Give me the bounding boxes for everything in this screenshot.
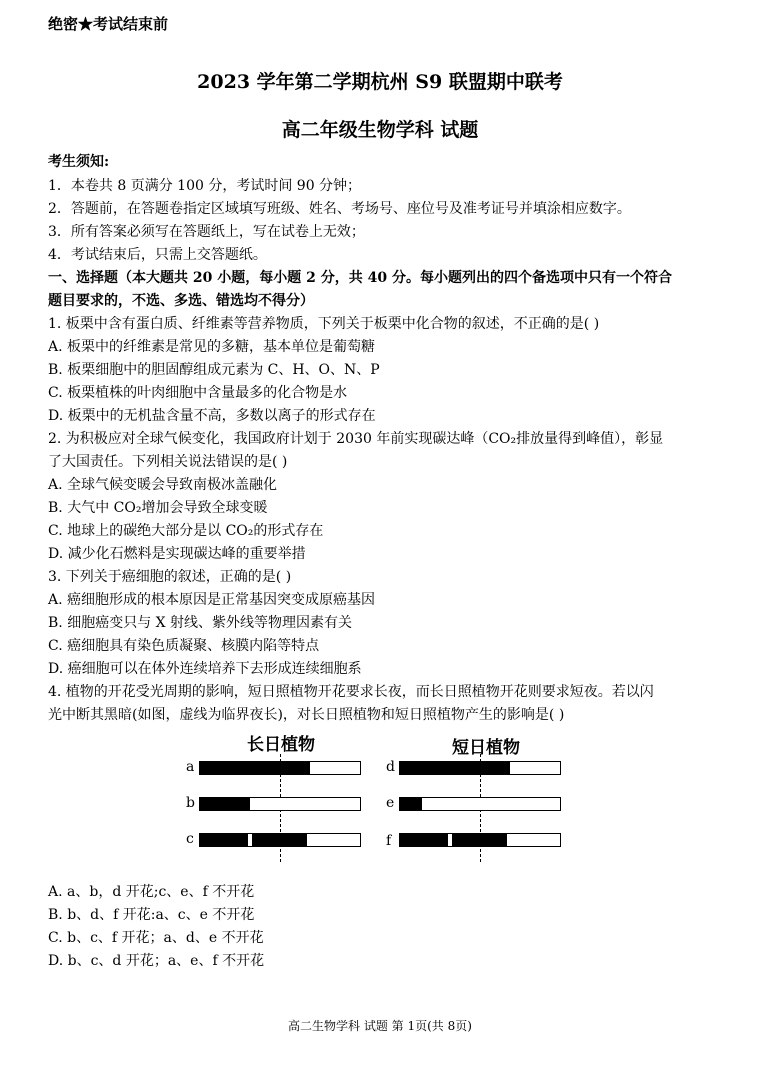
question-2-stem-cont: 了大国责任。下列相关说法错误的是( ) bbox=[48, 454, 288, 470]
confidential-mark: 绝密★考试结束前 bbox=[48, 15, 169, 33]
bar-label-f: f bbox=[386, 833, 392, 849]
bar-f-night bbox=[399, 833, 561, 847]
question-3-option-a: A. 癌细胞形成的根本原因是正常基因突变成原癌基因 bbox=[48, 592, 376, 608]
notice-item: 2．答题前，在答题卷指定区域填写班级、姓名、考场号、座位号及准考证号并填涂相应数字。 bbox=[48, 201, 631, 217]
light-flash bbox=[248, 834, 252, 846]
bar-d-night bbox=[399, 761, 561, 775]
section-heading-cont: 题目要求的，不选、多选、错选均不得分） bbox=[48, 293, 314, 309]
diagram-right-title: 短日植物 bbox=[452, 738, 520, 758]
bar-label-b: b bbox=[186, 795, 195, 811]
diagram-left-title: 长日植物 bbox=[247, 735, 315, 755]
bar-b-night bbox=[199, 797, 361, 811]
question-2-stem: 2. 为积极应对全球气候变化，我国政府计划于 2030 年前实现碳达峰（CO₂排放量得到峰值），彰显 bbox=[48, 431, 664, 447]
notice-heading: 考生须知: bbox=[48, 154, 110, 170]
exam-subtitle: 高二年级生物学科 试题 bbox=[281, 119, 479, 141]
bar-label-e: e bbox=[386, 795, 395, 811]
exam-title: 2023 学年第二学期杭州 S9 联盟期中联考 bbox=[197, 71, 563, 93]
dark-period bbox=[200, 762, 310, 774]
dark-period bbox=[400, 798, 422, 810]
question-1-option-a: A. 板栗中的纤维素是常见的多糖，基本单位是葡萄糖 bbox=[48, 339, 376, 355]
bar-label-c: c bbox=[186, 831, 194, 847]
question-4-option-d: D. b、c、d 开花；a、e、f 不开花 bbox=[48, 953, 265, 969]
light-flash bbox=[448, 834, 452, 846]
notice-item: 3．所有答案必须写在答题纸上，写在试卷上无效； bbox=[48, 224, 365, 240]
bar-label-d: d bbox=[386, 759, 395, 775]
dark-period bbox=[400, 834, 507, 846]
question-3-option-b: B. 细胞癌变只与 X 射线、紫外线等物理因素有关 bbox=[48, 615, 353, 631]
bar-label-a: a bbox=[186, 759, 195, 775]
question-4-stem: 4. 植物的开花受光周期的影响，短日照植物开花要求长夜，而长日照植物开花则要求短夜。若以闪 bbox=[48, 684, 654, 700]
bar-e-night bbox=[399, 797, 561, 811]
question-4-option-c: C. b、c、f 开花；a、d、e 不开花 bbox=[48, 930, 264, 946]
question-1-stem: 1. 板栗中含有蛋白质、纤维素等营养物质，下列关于板栗中化合物的叙述，不正确的是( ) bbox=[48, 316, 600, 332]
dark-period bbox=[200, 798, 250, 810]
question-2-option-c: C. 地球上的碳绝大部分是以 CO₂的形式存在 bbox=[48, 523, 324, 539]
notice-item: 1．本卷共 8 页满分 100 分，考试时间 90 分钟； bbox=[48, 178, 362, 194]
question-2-option-d: D. 减少化石燃料是实现碳达峰的重要举措 bbox=[48, 546, 306, 562]
question-1-option-d: D. 板栗中的无机盐含量不高，多数以离子的形式存在 bbox=[48, 408, 376, 424]
dark-period bbox=[200, 834, 307, 846]
notice-item: 4．考试结束后，只需上交答题纸。 bbox=[48, 247, 267, 263]
question-1-option-b: B. 板栗细胞中的胆固醇组成元素为 C、H、O、N、P bbox=[48, 362, 380, 378]
question-4-option-b: B. b、d、f 开花:a、c、e 不开花 bbox=[48, 907, 255, 923]
question-3-option-c: C. 癌细胞具有染色质凝聚、核膜内陷等特点 bbox=[48, 638, 320, 654]
question-1-option-c: C. 板栗植株的叶肉细胞中含量最多的化合物是水 bbox=[48, 385, 348, 401]
question-3-stem: 3. 下列关于癌细胞的叙述，正确的是( ) bbox=[48, 569, 292, 585]
question-2-option-b: B. 大气中 CO₂增加会导致全球变暖 bbox=[48, 500, 268, 516]
section-heading: 一、选择题（本大题共 20 小题，每小题 2 分，共 40 分。每小题列出的四个备选项中只有一个符合 bbox=[48, 270, 672, 286]
bar-c-night bbox=[199, 833, 361, 847]
question-2-option-a: A. 全球气候变暖会导致南极冰盖融化 bbox=[48, 477, 278, 493]
page-footer: 高二生物学科 试题 第 1页(共 8页) bbox=[288, 1019, 472, 1033]
question-3-option-d: D. 癌细胞可以在体外连续培养下去形成连续细胞系 bbox=[48, 661, 362, 677]
bar-a-night bbox=[199, 761, 361, 775]
question-4-option-a: A. a、b，d 开花;c、e、f 不开花 bbox=[48, 884, 255, 900]
question-4-stem-cont: 光中断其黑暗(如图，虚线为临界夜长)，对长日照植物和短日照植物产生的影响是( ) bbox=[48, 707, 565, 723]
dark-period bbox=[400, 762, 510, 774]
